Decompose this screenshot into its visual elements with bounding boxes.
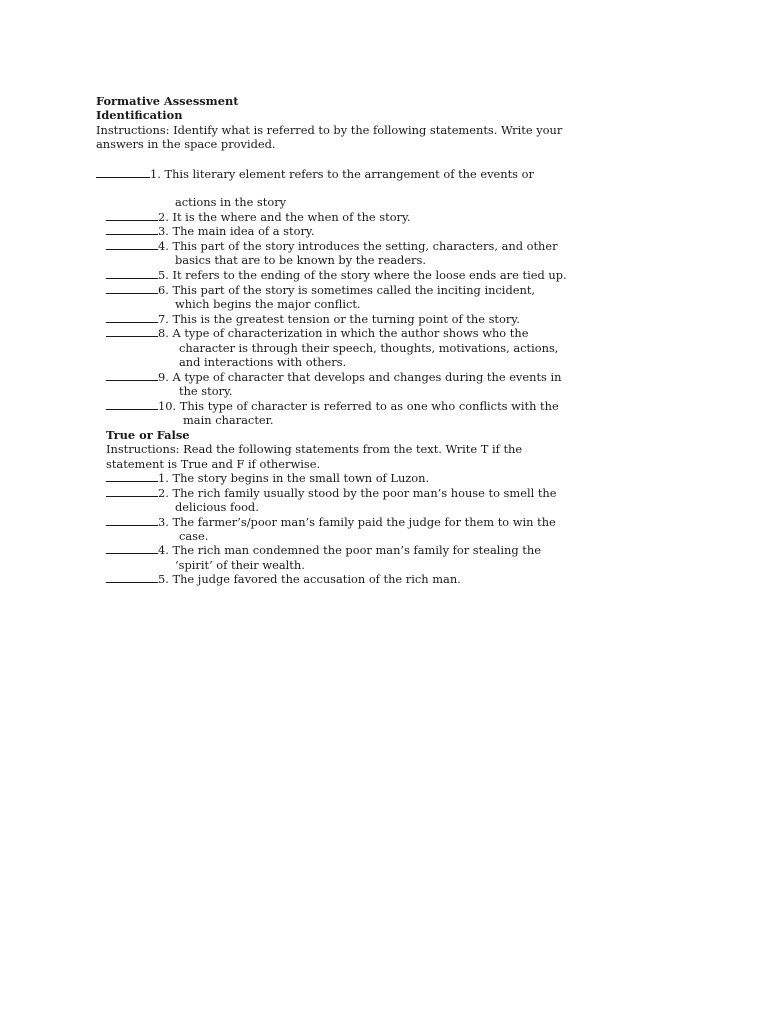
question-text-continuation: character is through their speech, thoughts, motivations, actions, xyxy=(179,341,559,355)
question-text-continuation: the story. xyxy=(179,384,233,398)
statement-text: 4. The rich man condemned the poor man’s family for stealing the xyxy=(158,543,541,557)
instructions-line: Instructions: Read the following statements from the text. Write T if the xyxy=(106,442,523,456)
answer-blank xyxy=(106,312,158,323)
question-item xyxy=(106,268,567,282)
statement-item xyxy=(106,543,541,557)
answer-blank xyxy=(106,399,158,410)
answer-blank xyxy=(106,486,158,497)
question-text: 7. This is the greatest tension or the turning point of the story. xyxy=(158,312,520,326)
answer-blank xyxy=(106,283,158,294)
answer-blank xyxy=(106,370,158,381)
answer-blank xyxy=(106,572,158,583)
question-item xyxy=(106,399,559,413)
question-text-continuation: which begins the major conflict. xyxy=(175,297,361,311)
question-text: 9. A type of character that develops and changes during the events in xyxy=(158,370,562,384)
answer-blank xyxy=(106,515,158,526)
question-item xyxy=(106,210,411,224)
statement-item xyxy=(106,486,557,500)
question-item xyxy=(106,239,558,253)
question-text-continuation: actions in the story xyxy=(175,195,287,209)
document-title: Formative Assessment xyxy=(96,94,239,108)
statement-text: 2. The rich family usually stood by the poor man’s house to smell the xyxy=(158,486,557,500)
statement-item xyxy=(106,515,556,529)
answer-blank xyxy=(106,471,158,482)
question-text: 2. It is the where and the when of the story. xyxy=(158,210,411,224)
answer-blank xyxy=(106,239,158,250)
instructions-line: answers in the space provided. xyxy=(96,137,276,151)
question-text: 5. It refers to the ending of the story where the loose ends are tied up. xyxy=(158,268,567,282)
question-item xyxy=(106,312,520,326)
answer-blank xyxy=(106,543,158,554)
question-text: 8. A type of characterization in which the author shows who the xyxy=(158,326,529,340)
answer-blank xyxy=(106,224,158,235)
question-text: 10. This type of character is referred to as one who conflicts with the xyxy=(158,399,559,413)
question-text-continuation: main character. xyxy=(183,413,274,427)
answer-blank xyxy=(96,167,150,178)
question-text: 6. This part of the story is sometimes called the inciting incident, xyxy=(158,283,536,297)
section-heading-identification: Identification xyxy=(96,108,183,122)
question-item xyxy=(106,224,314,238)
instructions-line: Instructions: Identify what is referred to by the following statements. Write your xyxy=(96,123,563,137)
statement-text: 1. The story begins in the small town of Luzon. xyxy=(158,471,430,485)
question-item xyxy=(106,326,528,340)
statement-text-continuation: ‘spirit’ of their wealth. xyxy=(175,558,305,572)
statement-item xyxy=(106,471,429,485)
question-item xyxy=(96,167,534,181)
question-text: 1. This literary element refers to the arrangement of the events or xyxy=(150,167,534,181)
question-text: 4. This part of the story introduces the setting, characters, and other xyxy=(158,239,558,253)
answer-blank xyxy=(106,210,158,221)
statement-item xyxy=(106,572,461,586)
question-item xyxy=(106,283,535,297)
statement-text-continuation: delicious food. xyxy=(175,500,259,514)
section-heading-true-or-false: True or False xyxy=(106,428,190,442)
statement-text: 5. The judge favored the accusation of the rich man. xyxy=(158,572,461,586)
instructions-line: statement is True and F if otherwise. xyxy=(106,457,321,471)
statement-text: 3. The farmer’s/poor man’s family paid the judge for them to win the xyxy=(158,515,556,529)
question-text: 3. The main idea of a story. xyxy=(158,224,315,238)
question-text-continuation: basics that are to be known by the readers. xyxy=(175,253,426,267)
statement-text-continuation: case. xyxy=(179,529,209,543)
answer-blank xyxy=(106,326,158,337)
question-text-continuation: and interactions with others. xyxy=(179,355,347,369)
answer-blank xyxy=(106,268,158,279)
question-item xyxy=(106,370,561,384)
